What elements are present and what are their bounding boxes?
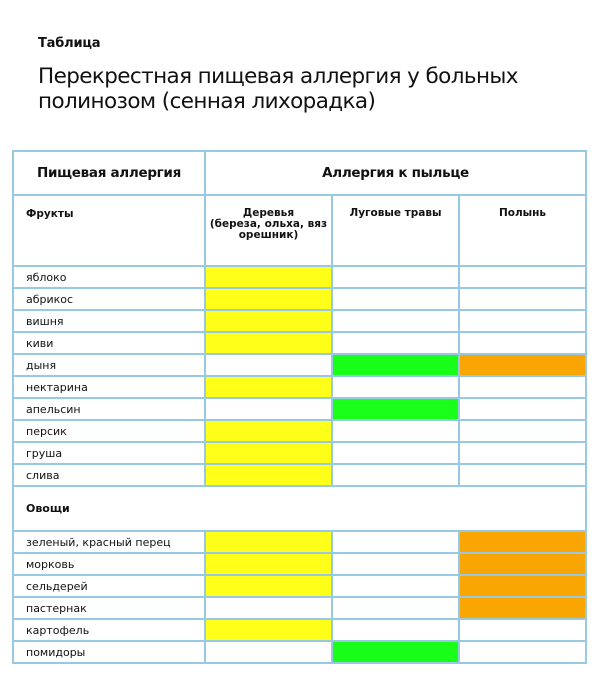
cell-trees: [205, 641, 332, 663]
subheader-trees: [205, 195, 332, 266]
section-row-vegetables: [13, 486, 586, 531]
cell-wormwood: [459, 464, 586, 486]
food-name: дыня: [13, 354, 205, 376]
subheader-grasses: [332, 195, 459, 266]
table-label: Таблица: [38, 36, 101, 51]
food-name: абрикос: [13, 288, 205, 310]
subheader-wormwood-label: Полынь: [498, 207, 547, 219]
table-row: [13, 619, 586, 641]
subheader-row: [13, 195, 586, 266]
cell-trees: [205, 420, 332, 442]
cell-trees: [205, 354, 332, 376]
food-name: груша: [13, 442, 205, 464]
cell-grasses: [332, 575, 459, 597]
subheader-fruits: Фрукты: [13, 195, 205, 266]
cell-grasses: [332, 398, 459, 420]
cell-grasses: [332, 553, 459, 575]
table-row: [13, 310, 586, 332]
food-name: помидоры: [13, 641, 205, 663]
table-row: [13, 531, 586, 553]
cell-grasses: [332, 288, 459, 310]
table-row: [13, 597, 586, 619]
cell-trees: [205, 553, 332, 575]
food-name: зеленый, красный перец: [13, 531, 205, 553]
cell-trees: [205, 310, 332, 332]
food-name: пастернак: [13, 597, 205, 619]
cell-wormwood: [459, 310, 586, 332]
food-name: апельсин: [13, 398, 205, 420]
table-row: [13, 398, 586, 420]
cell-trees: [205, 619, 332, 641]
food-name: персик: [13, 420, 205, 442]
cell-wormwood: [459, 354, 586, 376]
cell-grasses: [332, 310, 459, 332]
food-name: сельдерей: [13, 575, 205, 597]
cell-trees: [205, 332, 332, 354]
cross-allergy-table: [12, 150, 587, 664]
table-row: [13, 575, 586, 597]
cell-grasses: [332, 531, 459, 553]
cell-trees: [205, 464, 332, 486]
subheader-trees-line1: Деревья: [242, 207, 295, 219]
table-row: [13, 442, 586, 464]
cell-trees: [205, 398, 332, 420]
cell-wormwood: [459, 531, 586, 553]
food-name: морковь: [13, 553, 205, 575]
cell-wormwood: [459, 641, 586, 663]
subheader-wormwood: [459, 195, 586, 266]
cell-wormwood: [459, 553, 586, 575]
cell-grasses: [332, 597, 459, 619]
header-pollen-allergy: Аллергия к пыльце: [205, 151, 586, 195]
table-row: [13, 464, 586, 486]
cell-wormwood: [459, 332, 586, 354]
cell-trees: [205, 597, 332, 619]
cell-trees: [205, 288, 332, 310]
table-row: [13, 420, 586, 442]
cell-grasses: [332, 376, 459, 398]
table-row: [13, 641, 586, 663]
cell-wormwood: [459, 288, 586, 310]
subheader-trees-line3: орешник): [238, 229, 299, 241]
table-row: [13, 332, 586, 354]
table-row: [13, 553, 586, 575]
cell-wormwood: [459, 398, 586, 420]
food-name: нектарина: [13, 376, 205, 398]
header-row: [13, 151, 586, 195]
food-name: киви: [13, 332, 205, 354]
food-name: слива: [13, 464, 205, 486]
cell-trees: [205, 575, 332, 597]
section-label-vegetables: Овощи: [13, 486, 586, 531]
cell-wormwood: [459, 266, 586, 288]
table-row: [13, 288, 586, 310]
food-name: картофель: [13, 619, 205, 641]
cell-grasses: [332, 266, 459, 288]
cell-grasses: [332, 619, 459, 641]
cell-wormwood: [459, 597, 586, 619]
table-row: [13, 354, 586, 376]
cell-wormwood: [459, 619, 586, 641]
cell-trees: [205, 376, 332, 398]
subheader-trees-line2: (береза, ольха, вяз: [209, 218, 328, 230]
cell-trees: [205, 531, 332, 553]
table-row: [13, 266, 586, 288]
food-name: вишня: [13, 310, 205, 332]
cell-grasses: [332, 442, 459, 464]
cell-grasses: [332, 420, 459, 442]
cell-wormwood: [459, 420, 586, 442]
cell-grasses: [332, 464, 459, 486]
cell-wormwood: [459, 376, 586, 398]
cell-grasses: [332, 641, 459, 663]
cell-wormwood: [459, 442, 586, 464]
header-food-allergy: Пищевая аллергия: [13, 151, 205, 195]
food-name: яблоко: [13, 266, 205, 288]
page-title: Перекрестная пищевая аллергия у больных полинозом (сенная лихорадка): [38, 64, 518, 114]
cell-grasses: [332, 354, 459, 376]
cell-grasses: [332, 332, 459, 354]
cell-trees: [205, 442, 332, 464]
table-row: [13, 376, 586, 398]
cell-trees: [205, 266, 332, 288]
cell-wormwood: [459, 575, 586, 597]
subheader-grasses-label: Луговые травы: [349, 207, 442, 219]
